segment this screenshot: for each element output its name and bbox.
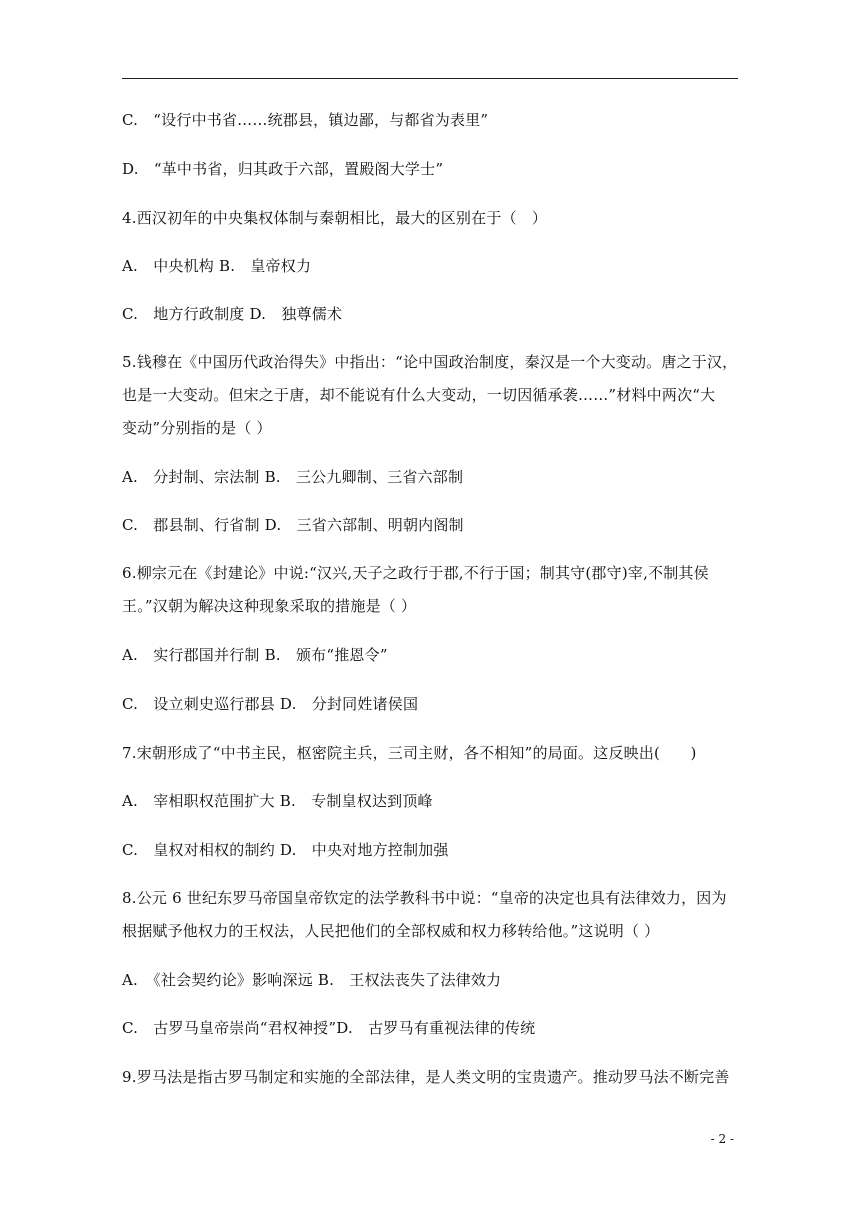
question-5-line3: 变动”分别指的是（ ）	[122, 419, 272, 437]
options-ab-q8: A. 《社会契约论》影响深远 B. 王权法丧失了法律效力	[122, 971, 502, 989]
options-ab-q5: A. 分封制、宗法制 B. 三公九卿制、三省六部制	[122, 468, 464, 486]
question-5-line2: 也是一大变动。但宋之于唐，却不能说有什么大变动，一切因循承袭……”材料中两次“大	[122, 386, 716, 404]
options-ab-q7: A. 宰相职权范围扩大 B. 专制皇权达到顶峰	[122, 792, 433, 810]
options-ab-q4: A. 中央机构 B. 皇帝权力	[122, 257, 312, 275]
options-cd-q6: C. 设立刺史巡行郡县 D. 分封同姓诸侯国	[122, 695, 419, 713]
header-rule	[122, 78, 738, 79]
question-8-line1: 8.公元 6 世纪东罗马帝国皇帝钦定的法学教科书中说：“皇帝的决定也具有法律效力，因为	[122, 889, 727, 907]
page-number: - 2 -	[710, 1132, 734, 1146]
options-cd-q7: C. 皇权对相权的制约 D. 中央对地方控制加强	[122, 841, 449, 859]
question-6-line1: 6.柳宗元在《封建论》中说:“汉兴,天子之政行于郡,不行于国；制其守(郡守)宰,不制其侯	[122, 564, 709, 582]
question-4: 4.西汉初年的中央集权体制与秦朝相比，最大的区别在于（ ）	[122, 209, 548, 227]
question-6-line2: 王。”汉朝为解决这种现象采取的措施是（ ）	[122, 597, 417, 615]
question-7: 7.宋朝形成了“中书主民，枢密院主兵，三司主财，各不相知”的局面。这反映出( )	[122, 744, 697, 762]
question-5-line1: 5.钱穆在《中国历代政治得失》中指出：“论中国政治制度，秦汉是一个大变动。唐之于汉，	[122, 353, 738, 371]
option-c-q3: C. “设行中书省……统郡县，镇边鄙，与都省为表里”	[122, 111, 489, 129]
options-cd-q4: C. 地方行政制度 D. 独尊儒术	[122, 305, 343, 323]
options-cd-q8: C. 古罗马皇帝崇尚“君权神授”D. 古罗马有重视法律的传统	[122, 1019, 536, 1037]
option-d-q3: D. “革中书省，归其政于六部，置殿阁大学士”	[122, 160, 444, 178]
question-9-line1: 9.罗马法是指古罗马制定和实施的全部法律，是人类文明的宝贵遗产。推动罗马法不断完善	[122, 1068, 730, 1086]
options-cd-q5: C. 郡县制、行省制 D. 三省六部制、明朝内阁制	[122, 516, 464, 534]
options-ab-q6: A. 实行郡国并行制 B. 颁布“推恩令”	[122, 646, 388, 664]
question-8-line2: 根据赋予他权力的王权法，人民把他们的全部权威和权力移转给他。”这说明（ ）	[122, 922, 660, 940]
